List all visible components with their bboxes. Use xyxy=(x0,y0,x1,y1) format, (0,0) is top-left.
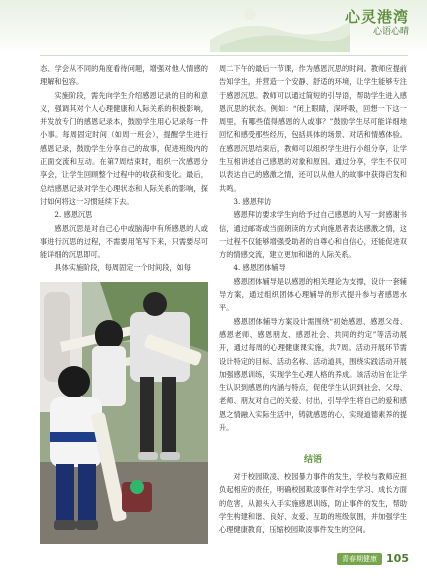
paragraph: 感恩拜访要求学生向给予过自己感恩的人写一封感谢书信，通过邮寄或当面朗读的方式向施恩者表达感激之情，这一过程不仅能够增强受助者的自尊心和自信心，还能促进双方的情感交流，建立更加和谐的人际关系。 xyxy=(219,210,407,260)
page-number: 105 xyxy=(386,552,409,565)
paragraph: 感恩团体辅导方案设计需围绕“初始感恩、感恩父母、感恩老师、感恩朋友、感恩社会、共同的约定”等活动展开，通过每周的心理健康课实施，共7周。活动开展环节需设计特定的目标、活动名称、活动道具，围绕实践活动开展加强感恩训练，实现学生心理人格的养成。该活动旨在让学生认识到感恩的内涵与特点，促使学生认识到社会、父母、老师、朋友对自己的关爱、付出，引导学生将自己的爱和感恩之情融入实际生活中，铸就感恩的心，实现道德素养的提升。 xyxy=(219,316,407,433)
paragraph: 具体实施阶段，每周固定一个时间段，如每 xyxy=(54,263,191,273)
column-title-main: 心灵港湾 xyxy=(344,8,409,26)
left-column-top xyxy=(40,62,208,275)
paragraph: 态、学会从不同的角度看待问题，增强对他人情感的理解和包容。 xyxy=(40,64,208,87)
conclusion-column xyxy=(219,470,407,536)
conclusion-title: 结语 xyxy=(303,455,322,465)
section-heading: 2. 感恩沉思 xyxy=(54,210,93,220)
paragraph: 周二下午的最后一节课，作为感恩沉思的时间。教师应提前告知学生，并营造一个安静、舒适的环境，让学生能够专注于感恩沉思。教师可以通过简短的引导语，帮助学生进入感恩沉思的状态。例如：“闭上眼睛，深呼吸，回想一下这一周里，有哪些值得感恩的人或事？”鼓励学生尽可能详细地回忆和感受那些经历，包括具体的场景、对话和情感体验。在感恩沉思结束后，教师可以组织学生进行小组分享，让学生互相讲述自己感恩的对象和原因。通过分享，学生不仅可以表达自己的感激之情，还可以从他人的故事中获得启发和共鸣。 xyxy=(219,64,407,193)
paragraph: 感恩团体辅导是以感恩的相关理论为支撑，设计一套辅导方案，通过组织团体心理辅导的形式提升参与者感恩水平。 xyxy=(219,276,407,313)
paragraph: 实施阶段，需先向学生介绍感恩记录的目的和意义，强调其对个人心理健康和人际关系的积极影响，并发放专门的感恩记录本，鼓励学生用心记录每一件小事。每周固定时间（如周一班会），提醒学生进行感恩记录，鼓励学生分享自己的故事，促进班级内的正面交流和互动。在第7周结束时，组织一次感恩分享会，让学生回顾整个过程中的收获和变化。最后，总结感恩记录对学生心理状态和人际关系的影响，探讨如何将这一习惯延续下去。 xyxy=(40,90,208,206)
paragraph: 感恩沉思是对自己心中或脑海中有所感恩的人或事进行沉思的过程，不需要用笔写下来，只需要尽可能详细的沉思即可。 xyxy=(40,223,208,260)
column-title xyxy=(345,8,409,38)
activity-photo xyxy=(40,282,208,544)
right-column-top xyxy=(219,62,407,434)
header-decoration xyxy=(210,0,350,52)
section-heading: 3. 感恩拜访 xyxy=(233,196,272,206)
header-band xyxy=(0,0,427,52)
conclusion-paragraph: 对于校园欺凌、校园暴力事件的发生，学校与教师应担负起相应的责任，明确校园欺凌事件对学生学习、成长方面的危害，从源头入手实施感恩训练，防止事件的发生，帮助学生构建和谐、良好、友爱、互助的班级氛围，并加强学生心理健康教育，压缩校园欺凌事件发生的空间。 xyxy=(219,472,407,535)
header-divider xyxy=(40,55,408,56)
magazine-badge: 青春期健康 xyxy=(337,553,382,565)
section-heading: 4. 感恩团体辅导 xyxy=(233,263,286,273)
page-footer xyxy=(337,552,409,565)
column-title-sub: 心语心晴 xyxy=(372,27,409,37)
